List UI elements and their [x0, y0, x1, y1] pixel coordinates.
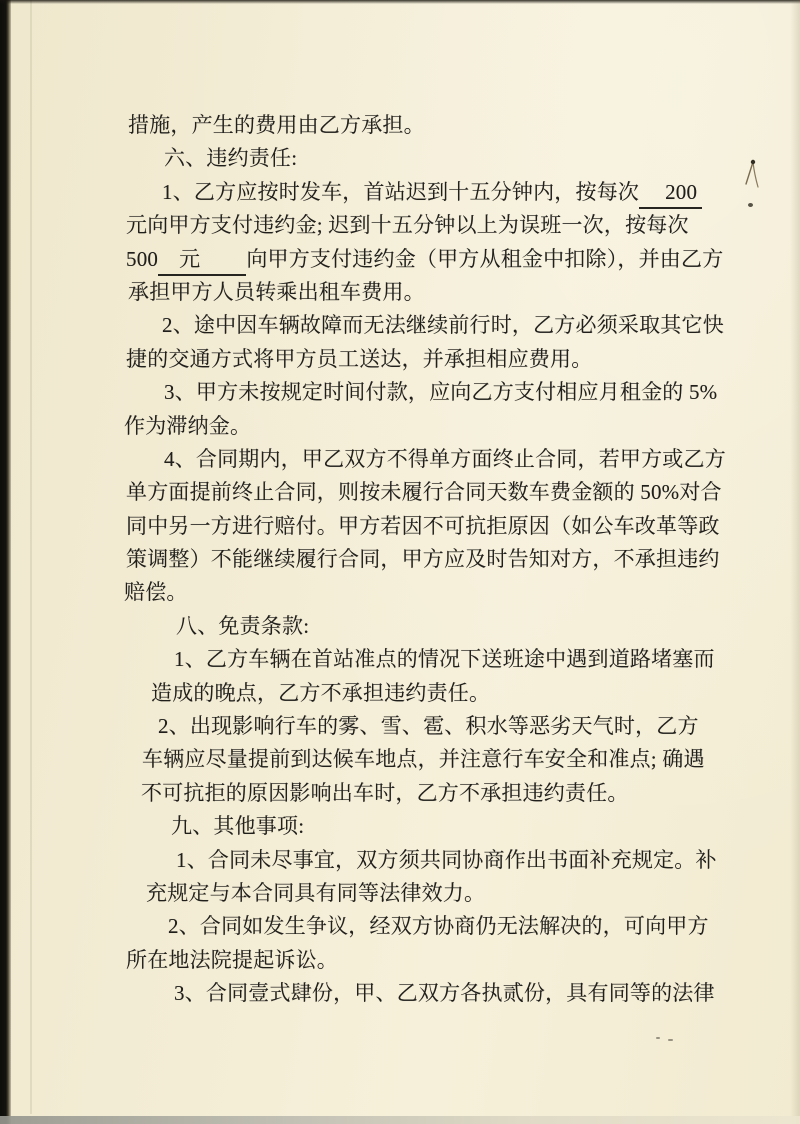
- doc-line: [124, 410, 726, 443]
- doc-line: [162, 309, 726, 342]
- fill-in-value: 元: [158, 245, 246, 276]
- doc-line: [174, 977, 726, 1010]
- doc-line: [162, 176, 726, 209]
- paper-crease: [30, 0, 32, 1114]
- doc-line-text: 捷的交通方式将甲方员工送达，并承担相应费用。: [126, 346, 593, 371]
- doc-line: [126, 510, 726, 543]
- doc-line: [126, 243, 726, 276]
- section-heading-6: [164, 142, 726, 175]
- doc-line: [126, 944, 726, 977]
- doc-line-text: 元向甲方支付违约金; 迟到十五分钟以上为误班一次，按每次: [126, 213, 689, 238]
- doc-line-text: 造成的晚点，乙方不承担违约责任。: [151, 680, 491, 705]
- doc-line: [126, 343, 726, 376]
- page-text: [126, 109, 726, 1011]
- scan-dot-mark: [748, 203, 753, 207]
- doc-line: [146, 877, 726, 910]
- doc-line-text: 单方面提前终止合同，则按未履行合同天数车费金额的 50%对合: [126, 480, 722, 505]
- doc-line: [126, 476, 726, 509]
- doc-line: [126, 543, 726, 576]
- doc-line: [126, 209, 726, 242]
- doc-line: [141, 777, 726, 810]
- doc-line: [164, 443, 726, 476]
- scan-caret-mark: [741, 157, 765, 191]
- doc-line: [124, 576, 726, 609]
- doc-line-text: 赔偿。: [124, 580, 188, 605]
- doc-line: [164, 376, 726, 409]
- scan-speck: [668, 1039, 673, 1041]
- doc-line-text: 1、乙方应按时发车，首站迟到十五分钟内，按每次: [162, 179, 640, 204]
- doc-line-text: 3、合同壹式肆份，甲、乙双方各执贰份，具有同等的法律: [174, 981, 715, 1006]
- doc-line-text: 八、免责条款:: [176, 613, 310, 638]
- doc-line-text: 不可抗拒的原因影响出车时，乙方不承担违约责任。: [141, 780, 629, 805]
- doc-line: [151, 677, 726, 710]
- doc-line-text: 向甲方支付违约金（甲方从租金中扣除），并由乙方: [246, 246, 724, 271]
- doc-line: [174, 643, 726, 676]
- doc-line-text: 3、甲方未按规定时间付款，应向乙方支付相应月租金的 5%: [164, 380, 718, 405]
- doc-line: [128, 109, 726, 142]
- doc-line-text: 措施，产生的费用由乙方承担。: [128, 113, 425, 137]
- doc-line-text: 2、合同如发生争议，经双方协商仍无法解决的，可向甲方: [168, 914, 709, 939]
- doc-line-text: 同中另一方进行赔付。甲方若因不可抗拒原因（如公车改革等政: [126, 513, 720, 538]
- doc-line: [176, 844, 726, 877]
- doc-line-text: 500: [126, 246, 159, 271]
- doc-line-text: 2、出现影响行车的雾、雪、雹、积水等恶劣天气时，乙方: [158, 714, 699, 739]
- doc-line: [158, 710, 726, 743]
- doc-line-text: 作为滞纳金。: [124, 413, 252, 438]
- top-scan-edge: [0, 0, 800, 4]
- doc-line-text: 4、合同期内，甲乙双方不得单方面终止合同，若甲方或乙方: [164, 446, 726, 471]
- scan-speck: [656, 1037, 660, 1039]
- doc-line-text: 六、违约责任:: [164, 146, 298, 171]
- right-scan-edge: [790, 0, 800, 1124]
- fill-in-value: 200: [639, 178, 702, 209]
- doc-line-text: 2、途中因车辆故障而无法继续前行时，乙方必须采取其它快: [162, 313, 724, 338]
- doc-line-text: 1、乙方车辆在首站准点的情况下送班途中遇到道路堵塞而: [174, 647, 715, 672]
- section-heading-9: [171, 810, 726, 843]
- doc-line: [168, 910, 726, 943]
- section-heading-8: [176, 610, 726, 643]
- doc-line-text: 策调整）不能继续履行合同，甲方应及时告知对方，不承担违约: [126, 547, 720, 572]
- doc-line-text: 充规定与本合同具有同等法律效力。: [146, 880, 486, 905]
- doc-line-text: 车辆应尽量提前到达候车地点，并注意行车安全和准点; 确遇: [142, 747, 705, 772]
- doc-line-text: 1、合同未尽事宜，双方须共同协商作出书面补充规定。补: [176, 847, 717, 872]
- doc-line-text: 所在地法院提起诉讼。: [126, 947, 338, 972]
- doc-line-text: 承担甲方人员转乘出租车费用。: [128, 279, 425, 304]
- left-scan-edge: [0, 0, 11, 1124]
- doc-line-text: 九、其他事项:: [171, 814, 305, 839]
- doc-line: [128, 276, 726, 309]
- bottom-scan-edge: [0, 1116, 800, 1124]
- doc-line: [142, 743, 726, 776]
